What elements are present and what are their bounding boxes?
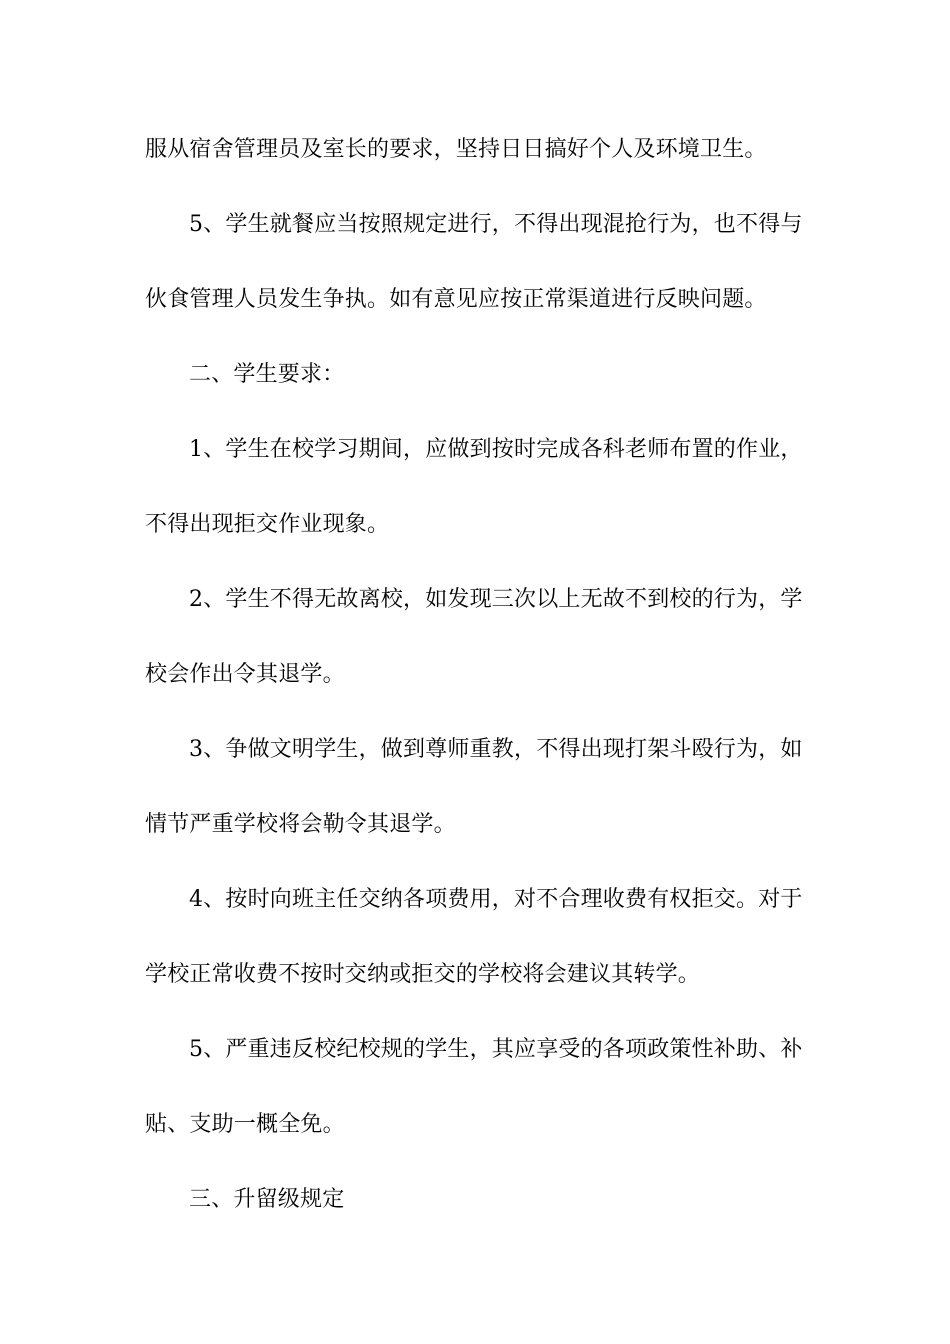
paragraph-line: 5、严重违反校纪校规的学生，其应享受的各项政策性补助、补 <box>189 1037 803 1062</box>
paragraph-line: 2、学生不得无故离校，如发现三次以上无故不到校的行为，学 <box>189 587 803 612</box>
paragraph-line: 服从宿舍管理员及室长的要求，坚持日日搞好个人及环境卫生。 <box>145 137 767 162</box>
section-heading: 三、升留级规定 <box>189 1187 345 1212</box>
paragraph-line: 5、学生就餐应当按照规定进行，不得出现混抢行为，也不得与 <box>189 212 803 237</box>
paragraph-line: 1、学生在校学习期间，应做到按时完成各科老师布置的作业， <box>189 437 803 462</box>
section-heading: 二、学生要求： <box>189 362 345 387</box>
paragraph-line: 校会作出令其退学。 <box>145 662 345 687</box>
paragraph-line: 贴、支助一概全免。 <box>145 1112 345 1137</box>
paragraph-line: 学校正常收费不按时交纳或拒交的学校将会建议其转学。 <box>145 962 701 987</box>
paragraph-line: 3、争做文明学生，做到尊师重教，不得出现打架斗殴行为，如 <box>189 737 803 762</box>
paragraph-line: 不得出现拒交作业现象。 <box>145 512 390 537</box>
paragraph-line: 4、按时向班主任交纳各项费用，对不合理收费有权拒交。对于 <box>189 887 803 912</box>
paragraph-line: 伙食管理人员发生争执。如有意见应按正常渠道进行反映问题。 <box>145 287 767 312</box>
paragraph-line: 情节严重学校将会勒令其退学。 <box>145 812 456 837</box>
